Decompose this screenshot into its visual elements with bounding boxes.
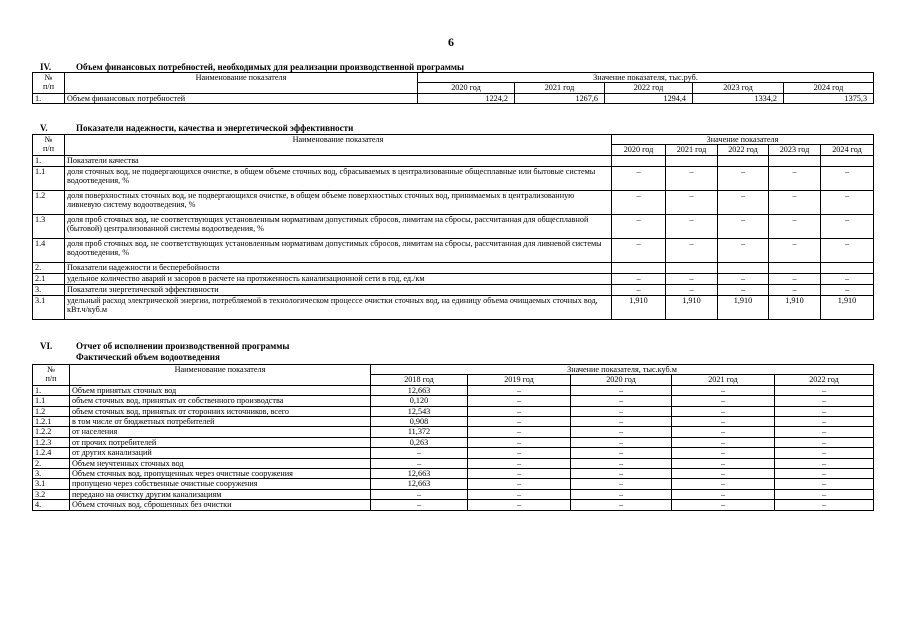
row-number: 3.2	[33, 489, 70, 499]
row-value: –	[571, 469, 672, 479]
row-name: передано на очистку другим канализациям	[70, 489, 371, 499]
row-value: –	[468, 437, 571, 447]
header-number: № п/п	[33, 365, 70, 386]
section-6-title-text: Отчет об исполнении производственной программы	[76, 341, 290, 351]
table-row	[33, 93, 874, 103]
row-value: –	[612, 166, 666, 190]
row-value: 12,663	[371, 479, 468, 489]
header-year: 2022 год	[775, 375, 874, 385]
row-value: –	[468, 469, 571, 479]
row-value: –	[775, 396, 874, 406]
row-value: –	[612, 214, 666, 238]
row-value: –	[571, 396, 672, 406]
table-row	[33, 284, 874, 295]
row-value: –	[775, 500, 874, 510]
row-value: –	[672, 458, 775, 468]
row-value: 1,910	[612, 295, 666, 319]
row-name: Объем неучтенных сточных вод	[70, 458, 371, 468]
header-year: 2020 год	[612, 145, 666, 155]
row-name: доля проб сточных вод, не соответствующих установленным нормативам допустимых сбросов, лимитам на сбросы, рассчитанная для ливневой системы водоотведения, %	[65, 238, 612, 262]
row-number: 1.2.3	[33, 437, 70, 447]
row-value: –	[775, 479, 874, 489]
row-name: Показатели энергетической эффективности	[65, 284, 612, 295]
row-value: 0,908	[371, 417, 468, 427]
row-value: –	[672, 385, 775, 395]
header-year: 2021 год	[666, 145, 718, 155]
row-name: доля сточных вод, не подвергающихся очистке, в общем объеме сточных вод, сбрасываемых в централизованные общесплавные или бытовые системы водоотведения, %	[65, 166, 612, 190]
row-value: 1,910	[821, 295, 874, 319]
row-value: –	[718, 273, 769, 284]
table-row	[33, 238, 874, 262]
table-row	[33, 500, 874, 510]
row-name: Показатели качества	[65, 155, 612, 166]
row-number: 1.2.4	[33, 448, 70, 458]
table-row	[33, 458, 874, 468]
row-value: –	[775, 458, 874, 468]
row-value: –	[775, 448, 874, 458]
row-number: 1.4	[33, 238, 65, 262]
header-year: 2023 год	[693, 83, 784, 93]
header-value: Значение показателя, тыс.руб.	[418, 73, 874, 83]
row-value	[769, 262, 821, 273]
row-number: 4.	[33, 500, 70, 510]
row-value: –	[371, 489, 468, 499]
reliability-quality-table	[32, 134, 874, 320]
row-number: 2.1	[33, 273, 65, 284]
row-value: –	[468, 500, 571, 510]
row-name: удельное количество аварий и засоров в расчете на протяженность канализационной сети в год, ед./км	[65, 273, 612, 284]
row-value	[769, 155, 821, 166]
row-value	[612, 262, 666, 273]
row-number: 1.	[33, 155, 65, 166]
row-value: –	[718, 166, 769, 190]
row-value: –	[371, 448, 468, 458]
section-4-title-text: Объем финансовых потребностей, необходимых для реализации производственной программы	[76, 62, 465, 72]
row-value: –	[571, 437, 672, 447]
row-value: –	[666, 273, 718, 284]
row-value: 1294,4	[605, 93, 693, 103]
row-value: –	[672, 396, 775, 406]
row-value: –	[821, 238, 874, 262]
row-value	[612, 155, 666, 166]
row-number: 1.2.1	[33, 417, 70, 427]
row-name: пропущено через собственные очистные сооружения	[70, 479, 371, 489]
table-row	[33, 190, 874, 214]
row-value: –	[769, 166, 821, 190]
row-number: 1.2.2	[33, 427, 70, 437]
row-value: –	[371, 500, 468, 510]
row-value: 0,120	[371, 396, 468, 406]
financial-needs-table	[32, 72, 874, 104]
row-value: –	[672, 489, 775, 499]
header-year: 2020 год	[571, 375, 672, 385]
row-value: –	[672, 500, 775, 510]
row-value: –	[571, 479, 672, 489]
row-value: –	[672, 479, 775, 489]
header-year: 2022 год	[605, 83, 693, 93]
row-number: 1.1	[33, 166, 65, 190]
section-4-number: IV.	[40, 62, 52, 72]
row-value: –	[769, 284, 821, 295]
row-value: –	[571, 489, 672, 499]
row-number: 1.3	[33, 214, 65, 238]
row-value: –	[468, 489, 571, 499]
row-value: –	[571, 406, 672, 416]
row-value	[821, 262, 874, 273]
row-value: –	[718, 214, 769, 238]
row-value: –	[612, 273, 666, 284]
row-value: –	[666, 166, 718, 190]
row-value	[666, 155, 718, 166]
row-value: –	[775, 417, 874, 427]
row-value: –	[769, 273, 821, 284]
row-value	[718, 155, 769, 166]
row-name: от населения	[70, 427, 371, 437]
row-value: –	[821, 166, 874, 190]
row-name: Объем принятых сточных вод	[70, 385, 371, 395]
row-value: –	[672, 448, 775, 458]
table-row	[33, 469, 874, 479]
row-value: 1375,3	[784, 93, 874, 103]
table-row	[33, 166, 874, 190]
row-value: 1267,6	[515, 93, 605, 103]
row-value: –	[775, 437, 874, 447]
table-row	[33, 479, 874, 489]
row-name: в том числе от бюджетных потребителей	[70, 417, 371, 427]
row-value: –	[666, 284, 718, 295]
row-value: –	[718, 190, 769, 214]
row-value: –	[775, 489, 874, 499]
row-number: 1.2	[33, 406, 70, 416]
section-6-subtitle: Фактический объем водоотведения	[76, 352, 220, 362]
header-value: Значение показателя	[612, 135, 874, 145]
row-value: –	[666, 238, 718, 262]
row-value: 1334,2	[693, 93, 784, 103]
header-year: 2020 год	[418, 83, 515, 93]
table-row	[33, 273, 874, 284]
table-row	[33, 396, 874, 406]
row-value: –	[672, 406, 775, 416]
row-name: объем сточных вод, принятых от сторонних источников, всего	[70, 406, 371, 416]
table-row	[33, 295, 874, 319]
row-number: 1.	[33, 385, 70, 395]
table-row	[33, 448, 874, 458]
row-value	[666, 262, 718, 273]
row-value: –	[468, 385, 571, 395]
row-value: –	[666, 190, 718, 214]
row-value: –	[718, 284, 769, 295]
row-value: –	[371, 458, 468, 468]
row-value	[821, 155, 874, 166]
row-value: –	[468, 448, 571, 458]
row-number: 3.	[33, 469, 70, 479]
table-row	[33, 427, 874, 437]
row-name: Объем финансовых потребностей	[65, 93, 418, 103]
row-value: 1,910	[666, 295, 718, 319]
row-value: –	[612, 284, 666, 295]
row-value: –	[775, 406, 874, 416]
row-value: –	[775, 385, 874, 395]
row-value: –	[821, 284, 874, 295]
row-value: –	[672, 417, 775, 427]
row-name: Показатели надежности и бесперебойности	[65, 262, 612, 273]
row-number: 3.1	[33, 479, 70, 489]
row-value: 12,663	[371, 385, 468, 395]
row-value: –	[571, 417, 672, 427]
header-value: Значение показателя, тыс.куб.м	[371, 365, 874, 375]
table-row	[33, 489, 874, 499]
section-6-number: VI.	[40, 341, 53, 351]
row-number: 2.	[33, 458, 70, 468]
row-value: –	[769, 190, 821, 214]
header-row	[33, 73, 874, 83]
row-value: –	[718, 238, 769, 262]
row-number: 1.	[33, 93, 65, 103]
row-value: 1224,2	[418, 93, 515, 103]
row-value: –	[666, 214, 718, 238]
section-5-title-text: Показатели надежности, качества и энергетической эффективности	[76, 123, 354, 133]
row-value: 12,543	[371, 406, 468, 416]
row-value: 1,910	[718, 295, 769, 319]
row-number: 2.	[33, 262, 65, 273]
row-value	[718, 262, 769, 273]
row-value: –	[571, 500, 672, 510]
row-name: удельный расход электрической энергии, потребляемой в технологическом процессе очистки сточных вод, на единицу объема очищаемых сточных вод, кВт.ч/куб.м	[65, 295, 612, 319]
section-4-title	[40, 62, 464, 72]
row-value: –	[571, 427, 672, 437]
row-name: объем сточных вод, принятых от собственного производства	[70, 396, 371, 406]
header-year: 2019 год	[468, 375, 571, 385]
row-name: от других канализаций	[70, 448, 371, 458]
row-value: –	[468, 406, 571, 416]
row-value: –	[672, 427, 775, 437]
table-row	[33, 406, 874, 416]
table-row	[33, 437, 874, 447]
row-value: –	[571, 385, 672, 395]
row-name: от прочих потребителей	[70, 437, 371, 447]
row-value: –	[468, 479, 571, 489]
row-value: 11,372	[371, 427, 468, 437]
header-name: Наименование показателя	[65, 73, 418, 94]
header-row	[33, 135, 874, 145]
row-value: –	[775, 469, 874, 479]
header-year: 2023 год	[769, 145, 821, 155]
row-value: –	[821, 214, 874, 238]
header-name: Наименование показателя	[70, 365, 371, 386]
header-year: 2024 год	[821, 145, 874, 155]
wastewater-volume-table	[32, 364, 874, 511]
row-number: 1.1	[33, 396, 70, 406]
section-5-number: V.	[40, 123, 48, 133]
row-value: –	[612, 190, 666, 214]
row-value: –	[468, 427, 571, 437]
row-number: 1.2	[33, 190, 65, 214]
header-year: 2022 год	[718, 145, 769, 155]
header-year: 2021 год	[515, 83, 605, 93]
row-value: –	[612, 238, 666, 262]
header-number: № п/п	[33, 135, 65, 156]
row-name: доля проб сточных вод, не соответствующих установленным нормативам допустимых сбросов, лимитам на сбросы, рассчитанная для общесплавной (бытовой) централизованной системы водоотведения, %	[65, 214, 612, 238]
header-row	[33, 365, 874, 375]
row-name: доля поверхностных сточных вод, не подвергающихся очистке, в общем объеме поверхностных сточных вод, принимаемых в централизованную ливневую систему водоотведения, %	[65, 190, 612, 214]
table-row	[33, 385, 874, 395]
row-value: –	[571, 458, 672, 468]
row-value: 0,263	[371, 437, 468, 447]
row-value: 12,663	[371, 469, 468, 479]
header-year: 2021 год	[672, 375, 775, 385]
row-name: Объем сточных вод, сброшенных без очистки	[70, 500, 371, 510]
header-year: 2024 год	[784, 83, 874, 93]
section-5-title	[40, 123, 353, 133]
table-row	[33, 417, 874, 427]
row-value: –	[571, 448, 672, 458]
row-value: –	[769, 214, 821, 238]
table-row	[33, 262, 874, 273]
row-value: –	[821, 273, 874, 284]
row-name: Объем сточных вод, пропущенных через очистные сооружения	[70, 469, 371, 479]
table-row	[33, 155, 874, 166]
header-year: 2018 год	[371, 375, 468, 385]
row-value: –	[775, 427, 874, 437]
row-value: –	[468, 458, 571, 468]
header-name: Наименование показателя	[65, 135, 612, 156]
row-value: –	[769, 238, 821, 262]
row-number: 3.1	[33, 295, 65, 319]
row-value: –	[672, 469, 775, 479]
header-number: № п/п	[33, 73, 65, 94]
row-number: 3.	[33, 284, 65, 295]
page-number: 6	[448, 35, 454, 49]
row-value: –	[821, 190, 874, 214]
row-value: –	[672, 437, 775, 447]
row-value: –	[468, 417, 571, 427]
row-value: 1,910	[769, 295, 821, 319]
table-row	[33, 214, 874, 238]
row-value: –	[468, 396, 571, 406]
section-6-title	[40, 341, 289, 351]
